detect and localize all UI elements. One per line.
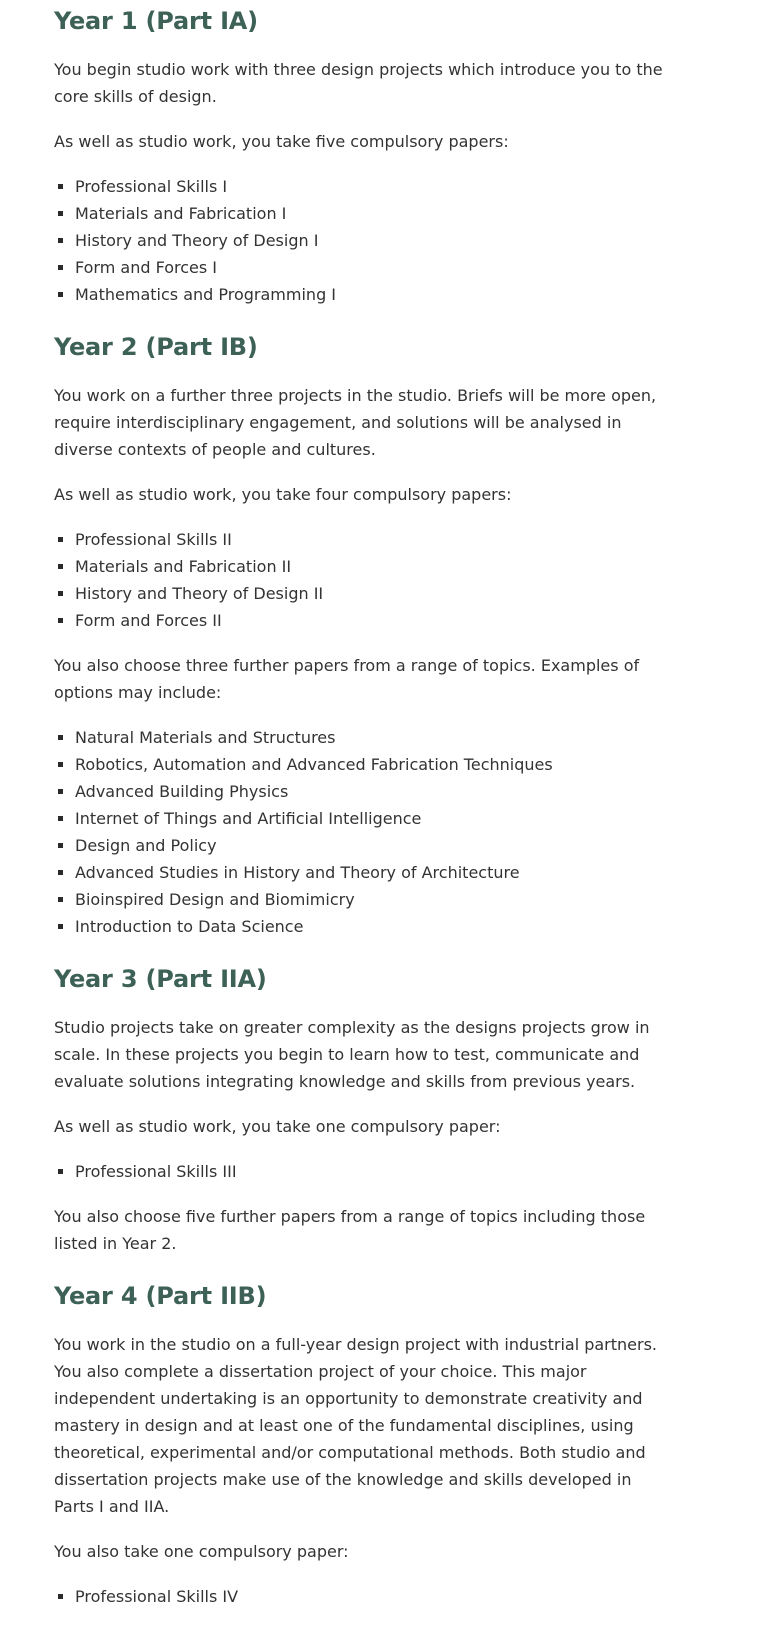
square-bullet-icon [58,897,63,902]
square-bullet-icon [58,1169,63,1174]
paragraph: As well as studio work, you take one compulsory paper: [54,1117,501,1136]
paragraph: You also choose five further papers from a range of topics including those listed in Year 2. [54,1207,646,1253]
list-item-label: Internet of Things and Artificial Intelligence [75,809,422,828]
paragraph: You begin studio work with three design projects which introduce you to the core skills of design. [54,60,663,106]
list-item [54,200,668,227]
list-item-label: Bioinspired Design and Biomimicry [75,890,355,909]
list-item [54,281,668,308]
list-item-label: Mathematics and Programming I [75,285,337,304]
list-item-label: Robotics, Automation and Advanced Fabrication Techniques [75,755,553,774]
list-item [54,913,668,940]
section-heading-year-2-part-ib: Year 2 (Part IB) [54,333,258,361]
paragraph: You work in the studio on a full-year design project with industrial partners. You also complete a dissertation project of your choice. This major independent undertaking is an opportunity to demonstrate creativity and mastery in design and at least one of the fundamental disciplines, using theoretical, experimental and/or computational methods. Both studio and dissertation projects make use of the knowledge and skills developed in Parts I and IIA. [54,1335,658,1516]
paper-list [54,1583,668,1610]
list-item-label: Advanced Studies in History and Theory of Architecture [75,863,520,882]
section-heading-year-3-part-iia: Year 3 (Part IIA) [54,965,267,993]
list-item [54,832,668,859]
square-bullet-icon [58,564,63,569]
list-item [54,724,668,751]
list-item-label: Design and Policy [75,836,217,855]
square-bullet-icon [58,843,63,848]
section-heading-year-1-part-ia: Year 1 (Part IA) [54,7,258,35]
square-bullet-icon [58,591,63,596]
list-item [54,254,668,281]
paragraph: Studio projects take on greater complexity as the designs projects grow in scale. In these projects you begin to learn how to test, communicate and evaluate solutions integrating knowledge and skills from previous years. [54,1018,650,1091]
list-item [54,751,668,778]
section-year-2-part-ib [54,332,668,940]
list-item-label: Materials and Fabrication I [75,204,287,223]
square-bullet-icon [58,762,63,767]
section-year-3-part-iia [54,964,668,1257]
list-item [54,859,668,886]
square-bullet-icon [58,184,63,189]
square-bullet-icon [58,870,63,875]
paragraph: You work on a further three projects in the studio. Briefs will be more open, require interdisciplinary engagement, and solutions will be analysed in diverse contexts of people and cultures. [54,386,657,459]
list-item [54,886,668,913]
paper-list [54,173,668,308]
list-item-label: Natural Materials and Structures [75,728,336,747]
square-bullet-icon [58,537,63,542]
square-bullet-icon [58,618,63,623]
section-year-4-part-iib [54,1281,668,1610]
square-bullet-icon [58,1594,63,1599]
list-item-label: Professional Skills II [75,530,232,549]
square-bullet-icon [58,789,63,794]
section-heading-year-4-part-iib: Year 4 (Part IIB) [54,1282,267,1310]
list-item [54,553,668,580]
list-item [54,173,668,200]
paragraph: As well as studio work, you take five compulsory papers: [54,132,509,151]
list-item [54,1583,668,1610]
square-bullet-icon [58,735,63,740]
list-item [54,805,668,832]
square-bullet-icon [58,211,63,216]
square-bullet-icon [58,265,63,270]
list-item-label: Advanced Building Physics [75,782,289,801]
list-item-label: History and Theory of Design I [75,231,319,250]
square-bullet-icon [58,816,63,821]
list-item-label: Form and Forces I [75,258,218,277]
list-item-label: Professional Skills III [75,1162,237,1181]
paper-list [54,526,668,634]
list-item [54,580,668,607]
paragraph: You also take one compulsory paper: [54,1542,349,1561]
square-bullet-icon [58,238,63,243]
list-item [54,526,668,553]
list-item [54,778,668,805]
section-year-1-part-ia [54,6,668,308]
list-item [54,1158,668,1185]
list-item-label: Introduction to Data Science [75,917,304,936]
paper-list [54,724,668,940]
paragraph: As well as studio work, you take four compulsory papers: [54,485,512,504]
list-item-label: Professional Skills IV [75,1587,239,1606]
paragraph: You also choose three further papers from a range of topics. Examples of options may include: [54,656,640,702]
square-bullet-icon [58,924,63,929]
list-item-label: Materials and Fabrication II [75,557,292,576]
list-item [54,227,668,254]
list-item [54,607,668,634]
list-item-label: History and Theory of Design II [75,584,324,603]
square-bullet-icon [58,292,63,297]
paper-list [54,1158,668,1185]
list-item-label: Form and Forces II [75,611,222,630]
list-item-label: Professional Skills I [75,177,228,196]
